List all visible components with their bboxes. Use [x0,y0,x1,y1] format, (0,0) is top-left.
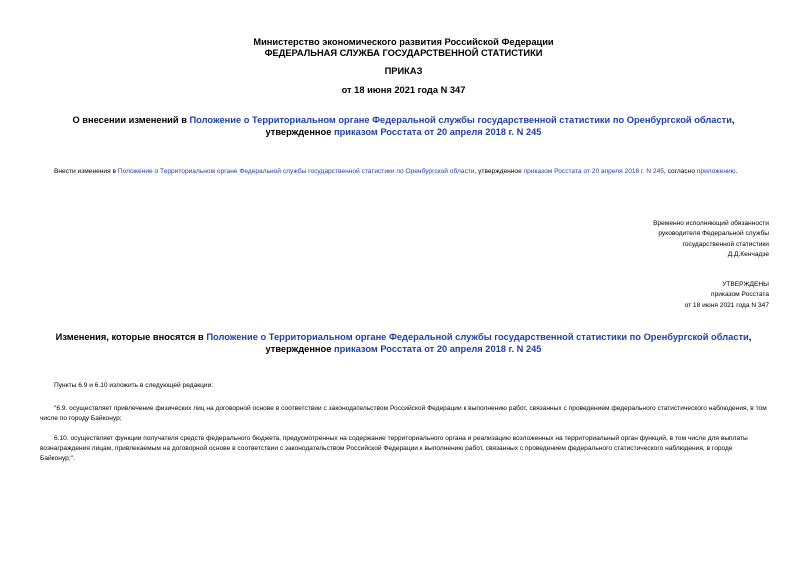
order-end: . [735,168,738,175]
signature-block [653,219,769,261]
order-middle: , утвержденное [474,168,524,175]
approval-line-2: приказом Росстата [711,291,769,299]
changes-title-link-regulation[interactable]: Положение о Территориальном органе Федеральной службы государственной статистики по Оренбургской области [206,332,749,342]
order-suffix: , согласно [663,168,697,175]
approval-block [685,280,769,311]
order-paragraph [40,167,768,177]
order-link-regulation[interactable]: Положение о Территориальном органе Федеральной службы государственной статистики по Оренбургской области [117,168,475,175]
changes-title-prefix: Изменения, которые вносятся в [55,332,207,342]
service-name: ФЕДЕРАЛЬНАЯ СЛУЖБА ГОСУДАРСТВЕННОЙ СТАТИСТИКИ [264,48,543,58]
title-prefix: О внесении изменений в [72,115,190,125]
signature-line-3: государственной статистики [682,240,769,248]
title-link-regulation[interactable]: Положение о Территориальном органе Федеральной службы государственной статистики по Оренбургской области [189,115,732,125]
changes-paragraph-6-10: 6.10. осуществляет функции получателя средств федерального бюджета, предусмотренных на содержание территориального органа и реализацию возложенных на территориальный орган функций, в том числе для выплаты вознаграждения лицам, привлекаемым на договорной основе в соответствии с законодательством Российской Федерации к выполнению работ, связанных с проведением федерального статистического наблюдения, в городе Байконур;". [40,435,748,462]
order-link-order[interactable]: приказом Росстата от 20 апреля 2018 г. N 245 [523,168,664,175]
document-title [40,114,767,138]
approval-line-1: УТВЕРЖДЕНЫ [722,281,769,288]
signature-line-2: руководителя Федеральной службы [658,230,769,238]
changes-paragraph-6-9: "6.9. осуществляет привлечение физических лиц на договорной основе в соответствии с законодательством Российской Федерации к выполнению работ, связанных с проведением федерального статистического наблюдения, в том числе по городу Байконур; [40,405,767,422]
signatory-name: Д.Д.Кенчадзе [727,251,769,259]
changes-title-middle: , утвержденное [265,332,752,354]
title-link-order[interactable]: приказом Росстата от 20 апреля 2018 г. N 245 [333,127,542,137]
document-type: ПРИКАЗ [384,66,423,76]
document-date-number: от 18 июня 2021 года N 347 [341,85,466,95]
order-link-appendix[interactable]: приложению [696,168,736,175]
signature-line-1: Временно исполняющий обязанности [653,220,769,227]
order-prefix: Внести изменения в [54,168,118,175]
title-middle: , утвержденное [265,115,735,137]
ministry-name: Министерство экономического развития Российской Федерации [253,37,554,47]
changes-title [40,331,767,355]
changes-intro: Пункты 6.9 и 6.10 изложить в следующей редакции: [54,382,214,389]
changes-title-link-order[interactable]: приказом Росстата от 20 апреля 2018 г. N 245 [333,344,542,354]
approval-line-3: от 18 июня 2021 года N 347 [684,301,769,309]
